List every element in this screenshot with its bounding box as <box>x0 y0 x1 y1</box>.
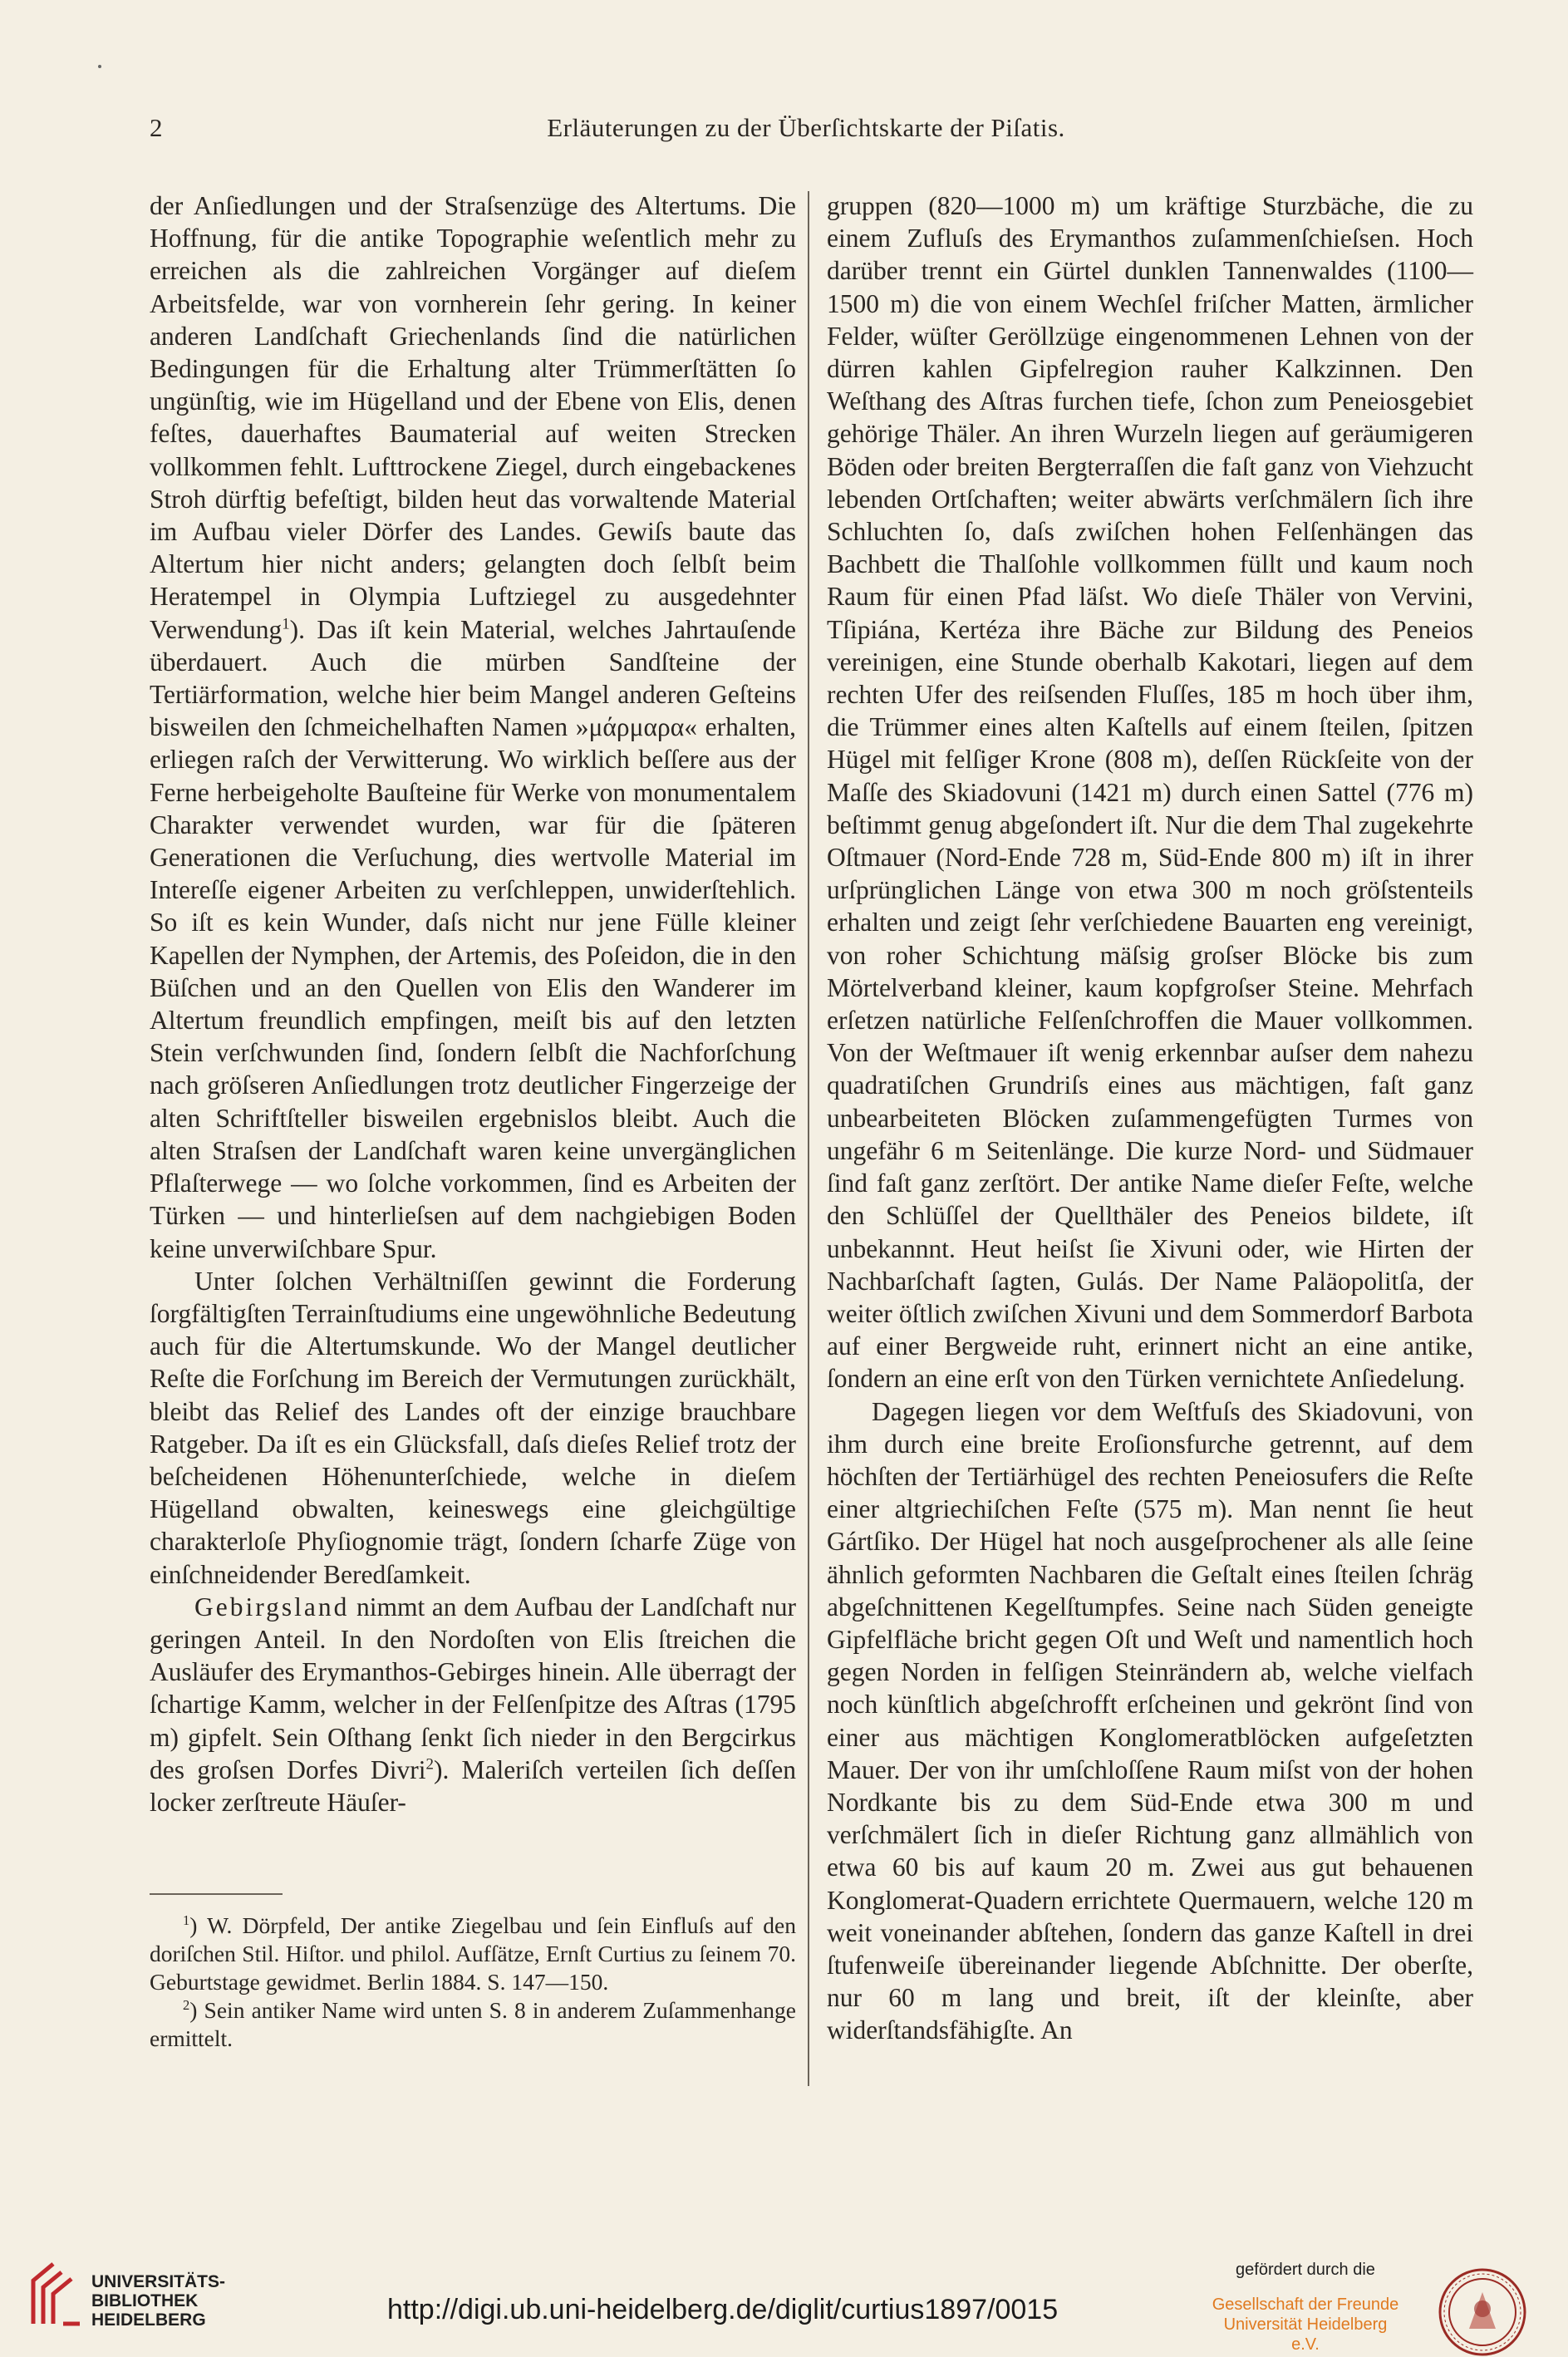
right-paragraph-1: gruppen (820—1000 m) um kräftige Sturzbäche, die zu einem Zufluſs des Erymanthos zuſammenſchieſsen. Hoch darüber trennt ein Gürtel dunklen Tannenwaldes (1100—1500 m) die von einem Wechſel friſcher Matten, ärmlicher Felder, wüſter Geröllzüge eingenommenen Lehnen von der dürren kahlen Gipfelregion rauher Kalkzinnen. Den Weſthang des Aſtras furchen tiefe, ſchon zum Peneiosgebiet gehörige Thäler. An ihren Wurzeln liegen auf geräumigeren Böden oder breiten Bergterraſſen die faſt ganz von Viehzucht lebenden Ortſchaften; weiter abwärts verſchmälern ſich ihre Schluchten ſo, daſs zwiſchen hohen Felſenhängen das Bachbett die Thalſohle vollkommen füllt und kaum noch Raum für einen Pfad läſst. Wo dieſe Thäler von Vervini, Tſipiána, Kertéza ihre Bäche zur Bildung des Peneios vereinigen, eine Stunde oberhalb Kakotari, liegen auf dem rechten Ufer des reiſsenden Fluſſes, 185 m hoch über ihm, die Trümmer eines alten Kaſtells auf einem ſteilen, ſpitzen Hügel mit felſiger Krone (808 m), deſſen Rückſeite von der Maſſe des Skiadovuni (1421 m) durch einen Sattel (776 m) beſtimmt genug abgeſondert iſt. Nur die dem Thal zugekehrte Oſtmauer (Nord-Ende 728 m, Süd-Ende 800 m) iſt in ihrer urſprünglichen Länge von etwa 300 m noch gröſstenteils erhalten und zeigt ſehr verſchiedene Bauarten eng vereinigt, von roher Schichtung mäſsig groſser Blöcke bis zum Mörtelverband kleiner, kaum kopfgroſser Steine. Mehrfach erſetzen natürliche Felſenſchroffen die Mauer vollkommen. Von der Weſtmauer iſt wenig erkennbar auſser dem nahezu quadratiſchen Grundriſs eines aus mächtigen, faſt ganz unbearbeiteten Blöcken zuſammengefügten Turmes von ungefähr 6 m Seitenlänge. Die kurze Nord- und Südmauer ſind faſt ganz zerſtört. Der antike Name dieſer Feſte, welche den Schlüſſel der Quellthäler des Peneios bildete, iſt unbekannnt. Heut heiſst ſie Xivuni oder, wie Hirten der Nachbarſchaft ſagten, Gulás. Der Name Paläopolitſa, der weiter öſtlich zwiſchen Xivuni und dem Sommerdorf Barbota auf einer Bergweide ruht, erinnert nicht an eine antike, ſondern an eine erſt von den Türken vernichtete Anſiedelung. <box>827 191 1473 1394</box>
scan-speck <box>98 65 101 68</box>
library-name-line-2: BIBLIOTHEK <box>91 2291 199 2310</box>
footnote-2-mark: 2 <box>183 1996 190 2013</box>
page-number: 2 <box>150 113 163 142</box>
left-paragraph-3: Gebirgsland nimmt an dem Aufbau der Landſchaft nur geringen Anteil. In den Nordoſten von Elis ſtreichen die Ausläufer des Erymanthos-Gebirges hinein. Alle überragt der ſchartige Kamm, welcher in der Felſenſpitze des Aſtras (1795 m) gipfelt. Sein Oſthang ſenkt ſich nieder in den Bergcirkus des groſsen Dorfes Divri$^2$). Maleriſch verteilen ſich deſſen locker zerſtreute Häuſer- <box>150 1592 796 1817</box>
library-logo-icon <box>30 2261 83 2327</box>
library-name <box>91 2272 225 2330</box>
left-paragraph-1-text: der Anſiedlungen und der Straſsenzüge des Altertums. Die Hoffnung, für die antike Topographie weſentlich mehr zu erreichen als die zahlreichen Vorgänger auf dieſem Arbeitsfelde, war von vornherein ſehr gering. In keiner anderen Landſchaft Griechenlands ſind die natürlichen Bedingungen für die Erhaltung alter Trümmerſtätten ſo ungünſtig, wie im Hügelland und der Ebene von Elis, denen feſtes, dauerhaftes Baumaterial auf weiten Strecken vollkommen fehlt. Lufttrockene Ziegel, durch eingebackenes Stroh dürftig befeſtigt, bilden heut das vorwaltende Material im Aufbau vieler Dörfer des Landes. Gewiſs baute das Altertum hier nicht anders; gelangten doch ſelbſt beim Heratempel in Olympia Luftziegel zu ausgedehnter Verwendung <box>150 191 796 644</box>
sponsor-block <box>1210 2261 1401 2355</box>
footnote-ref-1: 1 <box>282 615 290 633</box>
sponsor-org <box>1210 2295 1401 2355</box>
sponsor-org-line-2: Universität Heidelberg e.V. <box>1223 2315 1388 2354</box>
left-paragraph-3-rest: . Maleriſch verteilen ſich deſſen locker zerſtreute Häuſer- <box>150 1754 796 1817</box>
column-divider <box>808 191 809 2086</box>
footnotes <box>150 1912 796 2053</box>
left-paragraph-3-text: nimmt an dem Aufbau der Landſchaft nur geringen Anteil. In den Nordoſten von Elis ſtreichen die Ausläufer des Erymanthos-Gebirges hinein. Alle überragt der ſchartige Kamm, welcher in der Felſenſpitze des Aſtras (1795 m) gipfelt. Sein Oſthang ſenkt ſich nieder in den Bergcirkus des groſsen Dorfes Divri <box>150 1592 796 1784</box>
footnote-1-mark: 1 <box>183 1912 190 1928</box>
footnote-2-text: ) Sein antiker Name wird unten S. 8 in anderem Zuſammenhange ermittelt. <box>150 1997 796 2051</box>
footnote-rule <box>150 1893 283 1895</box>
sponsor-label: gefördert durch die <box>1236 2261 1375 2279</box>
digitization-footer <box>0 2244 1568 2353</box>
footnote-ref-2: 2 <box>425 1755 434 1774</box>
sponsor-org-line-1: Gesellschaft der Freunde <box>1212 2295 1399 2314</box>
right-column <box>827 189 1473 2047</box>
footnote-1 <box>150 1912 796 1996</box>
left-paragraph-1: der Anſiedlungen und der Straſsenzüge des Altertums. Die Hoffnung, für die antike Topographie weſentlich mehr zu erreichen als die zahlreichen Vorgänger auf dieſem Arbeitsfelde, war von vornherein ſehr gering. In keiner anderen Landſchaft Griechenlands ſind die natürlichen Bedingungen für die Erhaltung alter Trümmerſtätten ſo ungünſtig, wie im Hügelland und der Ebene von Elis, denen feſtes, dauerhaftes Baumaterial auf weiten Strecken vollkommen fehlt. Lufttrockene Ziegel, durch eingebackenes Stroh dürftig befeſtigt, bilden heut das vorwaltende Material im Aufbau vieler Dörfer des Landes. Gewiſs baute das Altertum hier nicht anders; gelangten doch ſelbſt beim Heratempel in Olympia Luftziegel zu ausgedehnter Verwendung$^1$). Das iſt kein Material, welches Jahrtauſende überdauert. Auch die mürben Sandſteine der Tertiärformation, welche hier beim Mangel anderen Geſteins bisweilen den ſchmeichelhaften Namen »μάρμαρα« erhalten, erliegen raſch der Verwitterung. Wo wirklich beſſere aus der Ferne herbeigeholte Bauſteine für Werke von monumentalem Charakter verwendet wurden, war für die ſpäteren Generationen die Verſuchung, dies wertvolle Material im Intereſſe eigener Arbeiten zu verſchleppen, unwiderſtehlich. So iſt es kein Wunder, daſs nicht nur jene Fülle kleiner Kapellen der Nymphen, der Artemis, des Poſeidon, die in den Büſchen und an den Quellen von Elis den Wanderer im Altertum freundlich empfingen, meiſt bis auf den letzten Stein verſchwunden ſind, ſondern ſelbſt die Nachforſchung nach gröſseren Anſiedlungen trotz deutlicher Fingerzeige der alten Schriftſteller bisweilen ergebnislos bleibt. Auch die alten Straſsen der Landſchaft waren keine unvergänglichen Pflaſterwege — wo ſolche vorkommen, ſind es Arbeiten der Türken — und hinterlieſsen auf dem nachgiebigen Boden keine unverwiſchbare Spur. <box>150 191 796 1263</box>
footnote-2 <box>150 1996 796 2053</box>
left-column <box>150 189 796 1818</box>
running-title: Erläuterungen zu der Überſichtskarte der Piſatis. <box>547 113 1065 142</box>
left-paragraph-2: Unter ſolchen Verhältniſſen gewinnt die Forderung ſorgfältigſten Terrainſtudiums eine ungewöhnliche Bedeutung auch für die Altertumskunde. Wo der Mangel deutlicher Reſte die Forſchung im Bereich der Vermutungen zurückhält, bleibt das Relief des Landes oft der einzige brauchbare Ratgeber. Da iſt es ein Glücksfall, daſs dieſes Relief trotz der beſcheidenen Höhenunterſchiede, welche in dieſem Hügelland obwalten, keineswegs eine gleichgültige charakterloſe Phyſiognomie trägt, ſondern ſcharfe Züge von einſchneidender Beredſamkeit. <box>150 1266 796 1589</box>
library-name-line-3: HEIDELBERG <box>91 2310 206 2330</box>
footnote-1-text: ) W. Dörpfeld, Der antike Ziegelbau und ſein Einfluſs auf den doriſchen Stil. Hiſtor. und philol. Aufſätze, Ernſt Curtius zu ſeinem 70. Geburtstage gewidmet. Berlin 1884. S. 147—150. <box>150 1912 796 1995</box>
left-paragraph-1-rest: . Das iſt kein Material, welches Jahrtauſende überdauert. Auch die mürben Sandſteine der Tertiärformation, welche hier beim Mangel anderen Geſteins bisweilen den ſchmeichelhaften Namen »μάρμαρα« erhalten, erliegen raſch der Verwitterung. Wo wirklich beſſere aus der Ferne herbeigeholte Bauſteine für Werke von monumentalem Charakter verwendet wurden, war für die ſpäteren Generationen die Verſuchung, dies wertvolle Material im Intereſſe eigener Arbeiten zu verſchleppen, unwiderſtehlich. So iſt es kein Wunder, daſs nicht nur jene Fülle kleiner Kapellen der Nymphen, der Artemis, des Poſeidon, die in den Büſchen und an den Quellen von Elis den Wanderer im Altertum freundlich empfingen, meiſt bis auf den letzten Stein verſchwunden ſind, ſondern ſelbſt die Nachforſchung nach gröſseren Anſiedlungen trotz deutlicher Fingerzeige der alten Schriftſteller bisweilen ergebnislos bleibt. Auch die alten Straſsen der Landſchaft waren keine unvergänglichen Pflaſterwege — wo ſolche vorkommen, ſind es Arbeiten der Türken — und hinterlieſsen auf dem nachgiebigen Boden keine unverwiſchbare Spur. <box>150 614 796 1263</box>
university-seal-icon <box>1438 2267 1527 2357</box>
right-paragraph-2: Dagegen liegen vor dem Weſtfuſs des Skiadovuni, von ihm durch eine breite Eroſionsfurche getrennt, auf dem höchſten der Tertiärhügel des rechten Peneiosufers die Reſte einer altgriechiſchen Feſte (575 m). Man nennt ſie heut Gártſiko. Der Hügel hat noch ausgeſprochener als alle ſeine ähnlich geformten Nachbaren die Geſtalt eines ſteilen ſchräg abgeſchnittenen Kegelſtumpfes. Seine nach Süden geneigte Gipfelfläche bricht gegen Oſt und Weſt und namentlich hoch gegen Norden in felſigen Steinrändern ab, welche vielfach noch künſtlich abgeſchrofft erſcheinen und gekrönt ſind von einer aus mächtigen Konglomeratblöcken aufgeſetzten Mauer. Der von ihr umſchloſſene Raum miſst von der hohen Nordkante bis zu dem Süd-Ende etwa 300 m und verſchmälert ſich in dieſer Richtung ganz allmählich von etwa 60 bis auf kaum 20 m. Zwei aus gut behauenen Konglomerat-Quadern errichtete Quermauern, welche 120 m weit voneinander abſtehen, ſondern das ganze Kaſtell in drei ſtufenweiſe übereinander liegende Abſchnitte. Der oberſte, nur 60 m lang und breit, iſt der kleinſte, aber widerſtandsfähigſte. An <box>827 1396 1473 2045</box>
permalink-url[interactable]: http://digi.ub.uni-heidelberg.de/diglit/curtius1897/0015 <box>387 2294 1059 2325</box>
spaced-lead-word: Gebirgsland <box>194 1592 350 1621</box>
library-name-line-1: UNIVERSITÄTS- <box>91 2272 226 2291</box>
